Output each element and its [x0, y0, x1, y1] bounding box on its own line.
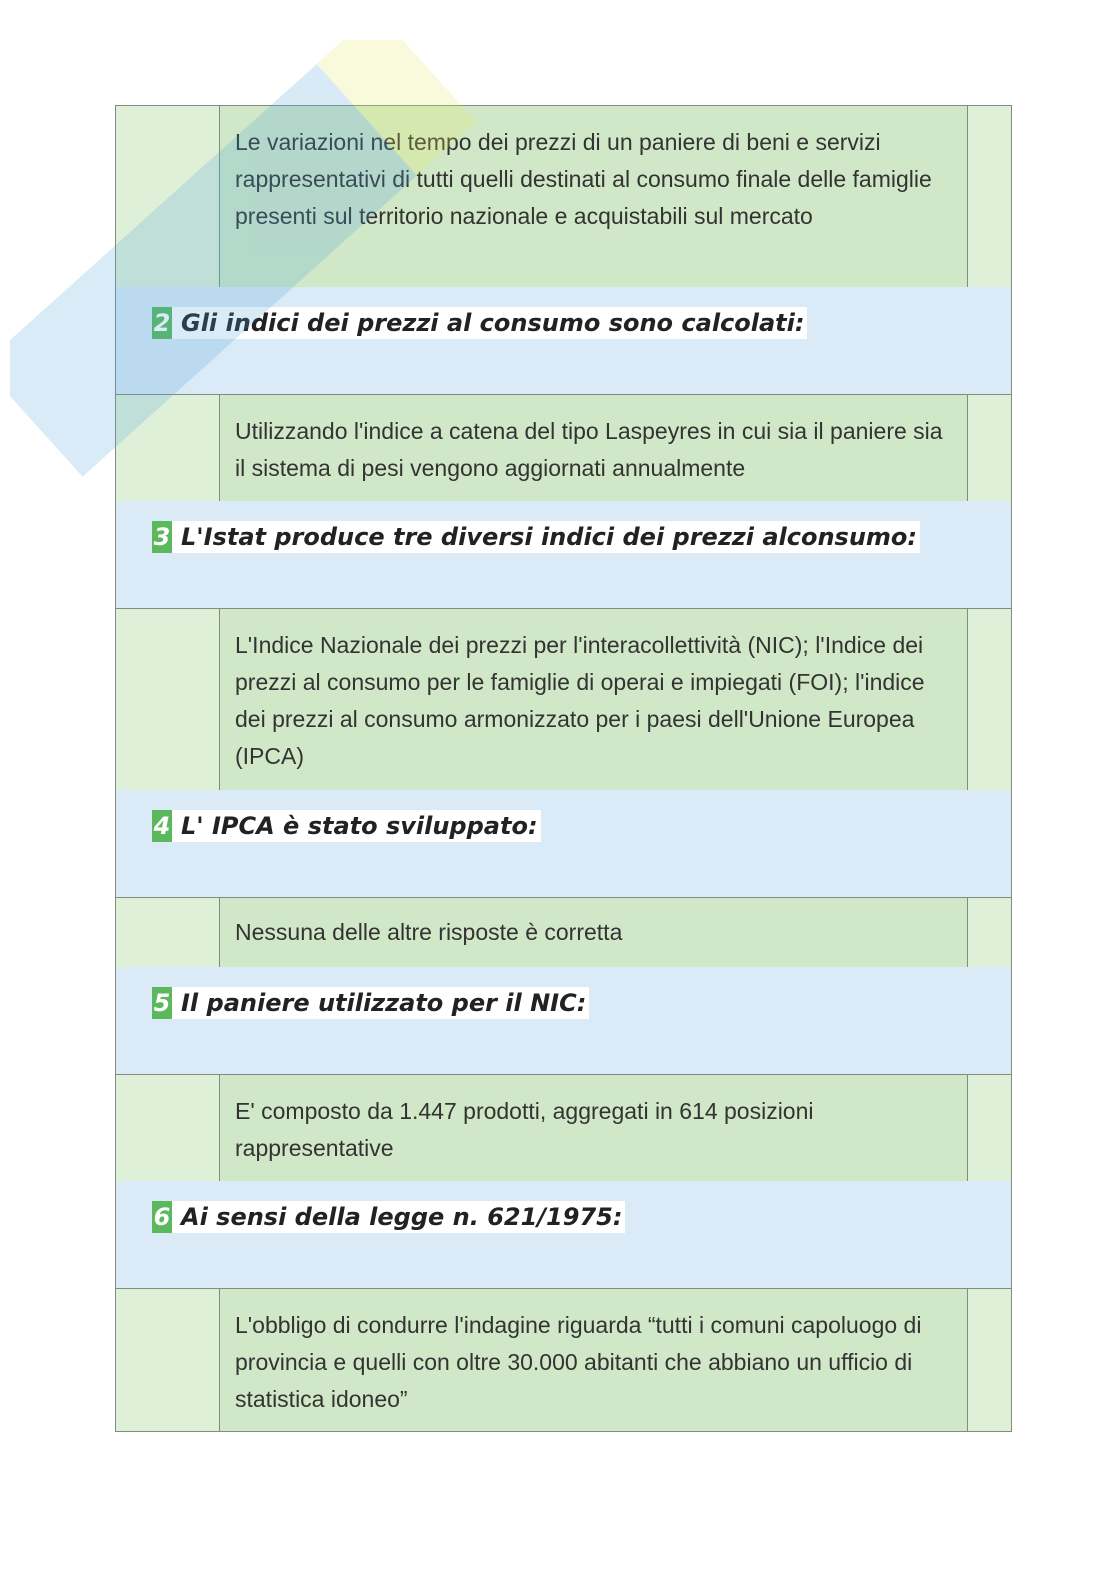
question-text: Gli indici dei prezzi al consumo sono calcolati: — [181, 309, 805, 337]
question-label — [152, 1201, 625, 1233]
question-row-5 — [115, 967, 1012, 1075]
answer-side-cell — [967, 395, 1011, 501]
answer-text: L'obbligo di condurre l'indagine riguarda “tutti i comuni capoluogo di provincia e quelli con oltre 30.000 abitanti che abbiano un ufficio di statistica idoneo” — [235, 1312, 922, 1412]
answer-text: E' composto da 1.447 prodotti, aggregati in 614 posizioni rappresentative — [235, 1098, 814, 1161]
answer-side-cell — [967, 898, 1011, 967]
answer-row-5 — [115, 1075, 1012, 1181]
answer-marker-cell — [116, 106, 220, 287]
question-row-4 — [115, 790, 1012, 898]
question-number-badge: 4 — [153, 812, 171, 840]
question-row-3 — [115, 501, 1012, 609]
answer-row-3 — [115, 609, 1012, 790]
question-text: L'Istat produce tre diversi indici dei prezzi alconsumo: — [181, 523, 918, 551]
answer-side-cell — [967, 1075, 1011, 1181]
answer-row-2 — [115, 395, 1012, 501]
answer-side-cell — [967, 1289, 1011, 1431]
question-row-6 — [115, 1181, 1012, 1289]
answer-text: L'Indice Nazionale dei prezzi per l'interacollettività (NIC); l'Indice dei prezzi al consumo per le famiglie di operai e impiegati (FOI); l'indice dei prezzi al consumo armonizzato per i paesi dell'Unione Europea (IPCA) — [235, 632, 925, 769]
question-text: Il paniere utilizzato per il NIC: — [181, 989, 587, 1017]
question-text: Ai sensi della legge n. 621/1975: — [181, 1203, 623, 1231]
answer-text: Nessuna delle altre risposte è corretta — [235, 919, 623, 945]
answer-row-6 — [115, 1289, 1012, 1432]
question-number-badge: 3 — [153, 523, 171, 551]
answer-text: Le variazioni nel tempo dei prezzi di un paniere di beni e servizi rappresentativi di tutti quelli destinati al consumo finale delle famiglie presenti sul territorio nazionale e acquistabili sul mercato — [235, 129, 932, 229]
answer-marker-cell — [116, 1289, 220, 1431]
question-number-badge: 6 — [153, 1203, 171, 1231]
answer-marker-cell — [116, 898, 220, 967]
question-label — [152, 810, 541, 842]
question-label — [152, 987, 589, 1019]
answer-marker-cell — [116, 1075, 220, 1181]
answer-marker-cell — [116, 609, 220, 790]
answer-side-cell — [967, 609, 1011, 790]
question-row-2 — [115, 287, 1012, 395]
answer-row-4 — [115, 898, 1012, 967]
question-label — [152, 307, 807, 339]
question-text: L' IPCA è stato sviluppato: — [181, 812, 538, 840]
answer-side-cell — [967, 106, 1011, 287]
question-number-badge: 2 — [153, 309, 171, 337]
answer-marker-cell — [116, 395, 220, 501]
quiz-sheet — [115, 105, 1012, 1432]
answer-text: Utilizzando l'indice a catena del tipo Laspeyres in cui sia il paniere sia il sistema di pesi vengono aggiornati annualmente — [235, 418, 943, 481]
question-number-badge: 5 — [153, 989, 171, 1017]
answer-row-1 — [115, 106, 1012, 287]
question-label — [152, 521, 920, 553]
